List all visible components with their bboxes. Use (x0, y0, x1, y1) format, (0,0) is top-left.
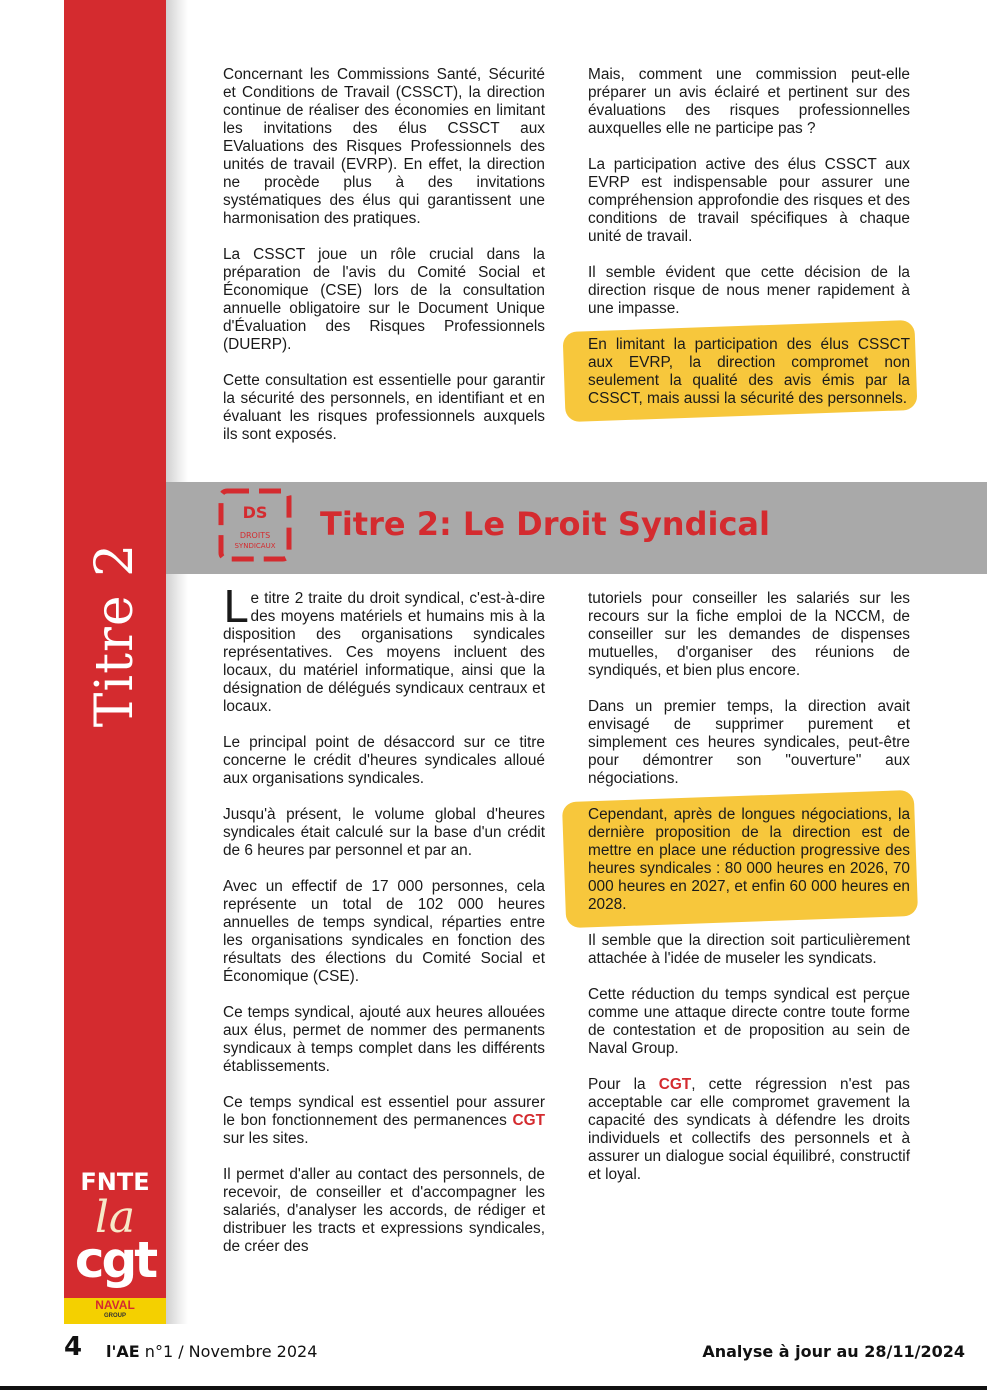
publication-name: l'AE (106, 1342, 140, 1361)
paragraph: Cette réduction du temps syndical est perçue comme une attaque directe contre toute forme de contestation et de proposition au sein de Naval Group. (588, 986, 910, 1057)
paragraph: La CSSCT joue un rôle crucial dans la préparation de l'avis du Comité Social et Économique (CSE) lors de la consultation annuelle obligatoire sur le Document Unique d'Évaluation des Risques Professionnels (DUERP). (223, 246, 545, 353)
text: Pour la (588, 1076, 659, 1093)
icon-text-syndicaux: SYNDICAUX (234, 542, 276, 550)
paragraph: Il semble évident que cette décision de la direction risque de nous mener rapidement à une impasse. (588, 264, 910, 317)
top-left-column (223, 66, 545, 462)
paragraph: Mais, comment une commission peut-elle préparer un avis éclairé et pertinent sur des évaluations des risques professionnelles auxquelles elle ne participe pas ? (588, 66, 910, 137)
issue-info (106, 1342, 317, 1361)
paragraph: Le principal point de désaccord sur ce titre concerne le crédit d'heures syndicales alloué aux organisations syndicales. (223, 734, 545, 787)
dropcap: L (223, 582, 248, 633)
paragraph: Cette consultation est essentielle pour garantir la sécurité des personnels, en identifiant et en évaluant les risques professionnels auxquels ils sont exposés. (223, 372, 545, 443)
intro-text: e titre 2 traite du droit syndical, c'est-à-dire des moyens matériels et humains mis à la disposition des organisations syndicales représentatives. Ces moyens incluent des locaux, du matériel informatique, ainsi que la désignation de délégués syndicaux centraux et locaux. (223, 590, 545, 715)
paragraph: Il semble que la direction soit particulièrement attachée à l'idée de museler les syndicats. (588, 932, 910, 967)
cgt-logo: cgt (74, 1231, 156, 1289)
group-label: GROUP (103, 1313, 126, 1319)
naval-group-logo (64, 1298, 166, 1324)
icon-text-ds: DS (242, 503, 268, 522)
page-number: 4 (64, 1332, 83, 1362)
paragraph: Dans un premier temps, la direction avait envisagé de supprimer purement et simplement ces heures syndicales, peut-être pour démontrer son "ouverture" aux négociations. (588, 698, 910, 787)
text: Ce temps syndical est essentiel pour assurer le bon fonctionnement des permanences (223, 1094, 545, 1129)
top-right-column (588, 66, 910, 426)
cgt-mention: CGT (512, 1112, 545, 1129)
paragraph: Concernant les Commissions Santé, Sécurité et Conditions de Travail (CSSCT), la direction continue de réaliser des économies en limitant les invitations des élus CSSCT aux EValuations des Risques Professionnels des unités de travail (EVRP). En effet, la direction ne procède plus à des invitations systématiques des élus qui garantissent une harmonisation des pratiques. (223, 66, 545, 227)
paragraph: Jusqu'à présent, le volume global d'heures syndicales était calculé sur la base d'un crédit de 6 heures par personnel et par an. (223, 806, 545, 859)
text: , cette régression n'est pas acceptable car elle compromet gravement la capacité des syndicats à défendre les droits individuels et collectifs des personnels et à assurer un dialogue social équilibré, constructif et loyal. (588, 1076, 910, 1183)
text: sur les sites. (223, 1130, 309, 1147)
paragraph: Avec un effectif de 17 000 personnes, cela représente un total de 102 000 heures annuelles de temps syndical, réparties entre les organisations syndicales en fonction des résultats des élections du Comité Social et Économique (CSE). (223, 878, 545, 985)
fnte-logo-text: FNTE (80, 1168, 150, 1196)
sidebar-shadow (166, 0, 188, 1324)
update-note: Analyse à jour au 28/11/2024 (702, 1342, 965, 1361)
cgt-logo-la: la (94, 1192, 136, 1243)
highlighted-paragraph: Cependant, après de longues négociations, la dernière proposition de la direction est de mettre en place une réduction progressive des heures syndicales : 80 000 heures en 2026, 70 000 heures en 2027, et enfin 60 000 heures en 2028. (588, 806, 910, 913)
section-title: Titre 2: Le Droit Syndical (320, 505, 770, 543)
bottom-left-column (223, 582, 545, 1274)
paragraph: tutoriels pour conseiller les salariés sur les recours sur la fiche emploi de la NCCM, de conseiller sur les demandes de dispenses mutuelles, d'organiser des réunions de syndiqués, et bien plus encore. (588, 590, 910, 679)
bottom-rule (0, 1386, 987, 1390)
naval-label: NAVAL (95, 1298, 135, 1312)
cgt-paragraph (223, 1094, 545, 1148)
vertical-section-title: Titre 2 (85, 542, 145, 728)
paragraph: La participation active des élus CSSCT aux EVRP est indispensable pour assurer une compréhension approfondie des risques et des conditions de travail spécifiques à chaque unité de travail. (588, 156, 910, 245)
bottom-right-column (588, 590, 910, 1202)
final-paragraph (588, 1076, 910, 1184)
droits-syndicaux-stamp-icon (218, 488, 292, 562)
issue-number: n°1 / Novembre 2024 (144, 1342, 318, 1361)
icon-text-droits: DROITS (239, 531, 271, 540)
paragraph: Ce temps syndical, ajouté aux heures allouées aux élus, permet de nommer des permanents syndicaux à temps complet dans les différents établissements. (223, 1004, 545, 1075)
cgt-mention: CGT (658, 1076, 692, 1093)
paragraph: Il permet d'aller au contact des personnels, de recevoir, de conseiller et d'accompagner les salariés, d'analyser les accords, de rédiger et distribuer les tracts et expressions syndicales, de créer des (223, 1166, 545, 1255)
highlighted-paragraph: En limitant la participation des élus CSSCT aux EVRP, la direction compromet non seulement la qualité des avis émis par la CSSCT, mais aussi la sécurité des personnels. (588, 336, 910, 407)
intro-paragraph (223, 582, 545, 716)
